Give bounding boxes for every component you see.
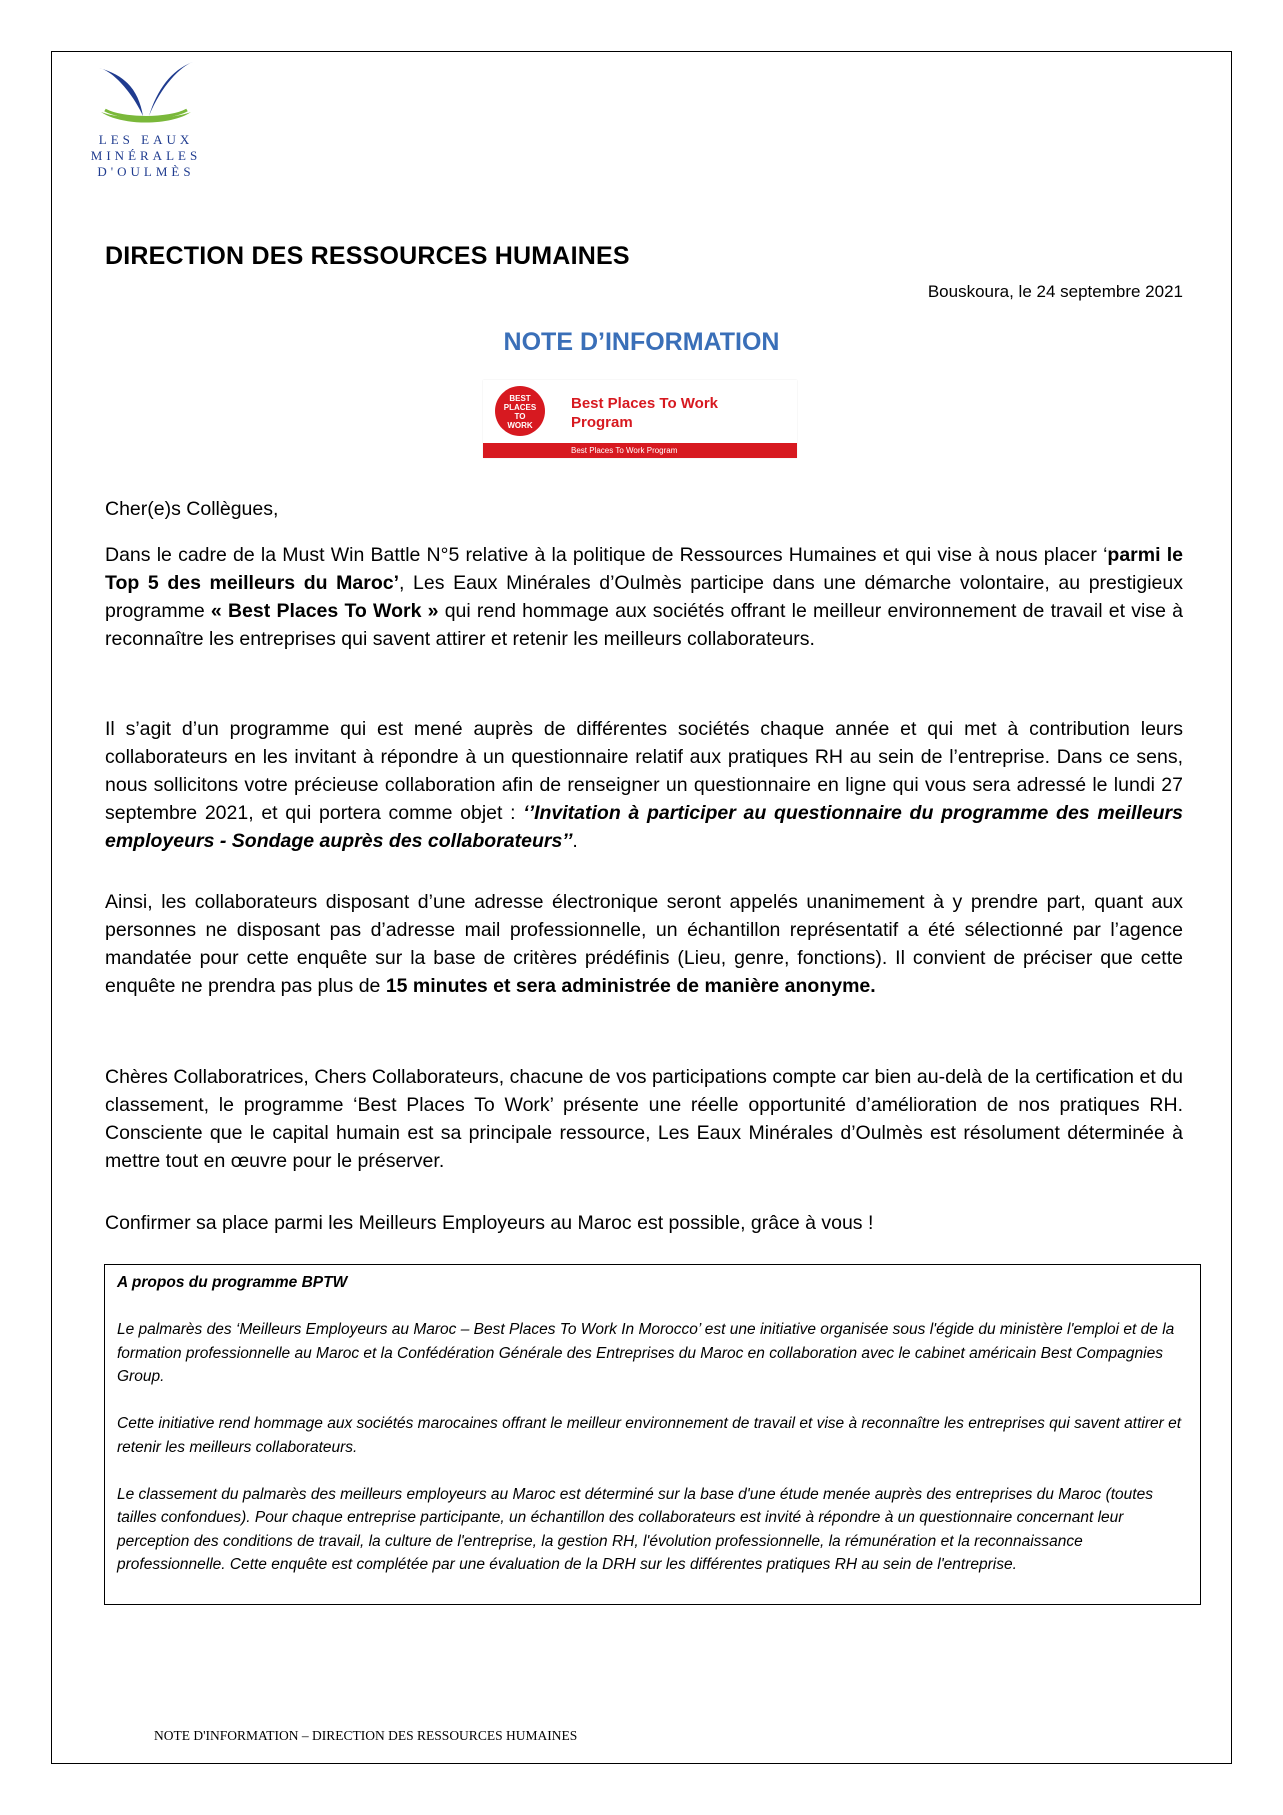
oulmes-bird-logo-icon [91,60,201,130]
page-footer: NOTE D'INFORMATION – DIRECTION DES RESSOURCES HUMAINES [154,1728,578,1743]
about-box-p1: Le palmarès des ‘Meilleurs Employeurs au Maroc – Best Places To Work In Morocco’ est une initiative organisée sous l'égide du ministère l'emploi et de la formation professionnelle au Maroc et la Confédération Générale des Entreprises du Maroc en collaboration avec le cabinet américain Best Compagnies Group. [117,1321,1175,1385]
paragraph-3 [105,888,1183,1000]
badge-line1: BEST [509,394,531,403]
p2-text-b: ‘’Invitation à participer au questionnaire du programme des meilleurs employeurs - Sondage auprès des collaborateurs’’ [105,802,1183,852]
about-box-title: A propos du programme BPTW [117,1274,348,1291]
p1-text-b: parmi le Top 5 des meilleurs du Maroc’ [105,544,1183,594]
bptw-badge-icon [495,386,545,436]
p1-text-d: « Best Places To Work » [210,600,439,622]
paragraph-2 [105,715,1183,855]
badge-line3: TO [514,412,526,421]
bptw-logo-strip: Best Places To Work Program [483,443,797,458]
badge-line4: WORK [507,421,533,430]
bptw-logo-name: Best Places To Work Program [571,395,718,431]
greeting: Cher(e)s Collègues, [105,498,279,520]
bptw-logo [483,380,797,458]
p2-text-c: . [572,830,578,852]
p3-text-a: Ainsi, les collaborateurs disposant d’une adresse électronique seront appelés unanimement à y prendre part, quant aux personnes ne disposant pas d’adresse mail professionnelle, un échantillon représentatif a été sélectionné par l’agence mandatée pour cette enquête sur la base de critères prédéfinis (Lieu, genre, fonctions). Il convient de préciser que cette enquête ne prendra pas plus de [105,891,1183,997]
department-heading: DIRECTION DES RESSOURCES HUMAINES [105,242,630,270]
p5-text: Confirmer sa place parmi les Meilleurs Employeurs au Maroc est possible, grâce à vous ! [105,1212,874,1234]
p4-text: Chères Collaboratrices, Chers Collaborateurs, chacune de vos participations compte car bien au-delà de la certification et du classement, le programme ‘Best Places To Work’ présente une réelle opportunité d’amélioration de nos pratiques RH. Consciente que le capital humain est sa principale ressource, Les Eaux Minérales d’Oulmès est résolument déterminée à mettre tout en œuvre pour le préserver. [105,1066,1183,1172]
logo-text-line1: LES EAUX [98,132,194,147]
p1-text-c: , Les Eaux Minérales d’Oulmès participe dans une démarche volontaire, au prestigieux programme [105,572,1183,622]
p1-text-e: qui rend hommage aux sociétés offrant le meilleur environnement de travail et vise à reconnaître les entreprises qui savent attirer et retenir les meilleurs collaborateurs. [105,600,1184,650]
badge-line2: PLACES [503,403,537,412]
about-box-p3: Le classement du palmarès des meilleurs employeurs au Maroc est déterminé sur la base d'une étude menée auprès des entreprises du Maroc (toutes tailles confondues). Pour chaque entreprise participante, un échantillon des collaborateurs est invité à répondre à un questionnaire concernant leur perception des conditions de travail, la culture de l'entreprise, la gestion RH, l'évolution professionnelle, la rémunération et la reconnaissance professionnelle. Cette enquête est complétée par une évaluation de la DRH sur les différentes pratiques RH au sein de l'entreprise. [117,1485,1153,1573]
paragraph-5 [105,1209,1183,1237]
p1-text-a: Dans le cadre de la Must Win Battle N°5 relative à la politique de Ressources Humaines et qui vise à nous placer ‘ [105,544,1108,566]
note-title: NOTE D’INFORMATION [503,328,780,356]
about-box-p2: Cette initiative rend hommage aux sociétés marocaines offrant le meilleur environnement de travail et vise à reconnaître les entreprises qui savent attirer et retenir les meilleurs collaborateurs. [117,1415,1182,1456]
company-logo [86,60,206,185]
about-bptw-box [104,1264,1201,1605]
p2-text-a: Il s’agit d’un programme qui est mené auprès de différentes sociétés chaque année et qui met à contribution leurs collaborateurs en les invitant à répondre à un questionnaire relatif aux pratiques RH au sein de l’entreprise. Dans ce sens, nous sollicitons votre précieuse collaboration afin de renseigner un questionnaire en ligne qui vous sera adressé le lundi 27 septembre 2021, et qui portera comme objet : [105,718,1183,824]
paragraph-4 [105,1063,1183,1175]
paragraph-1 [105,541,1183,653]
p3-text-b: 15 minutes et sera administrée de manière anonyme. [385,975,876,997]
logo-text-line3: D'OULMÈS [97,164,195,179]
date-line: Bouskoura, le 24 septembre 2021 [927,282,1183,301]
logo-text-line2: MINÉRALES [90,148,202,163]
